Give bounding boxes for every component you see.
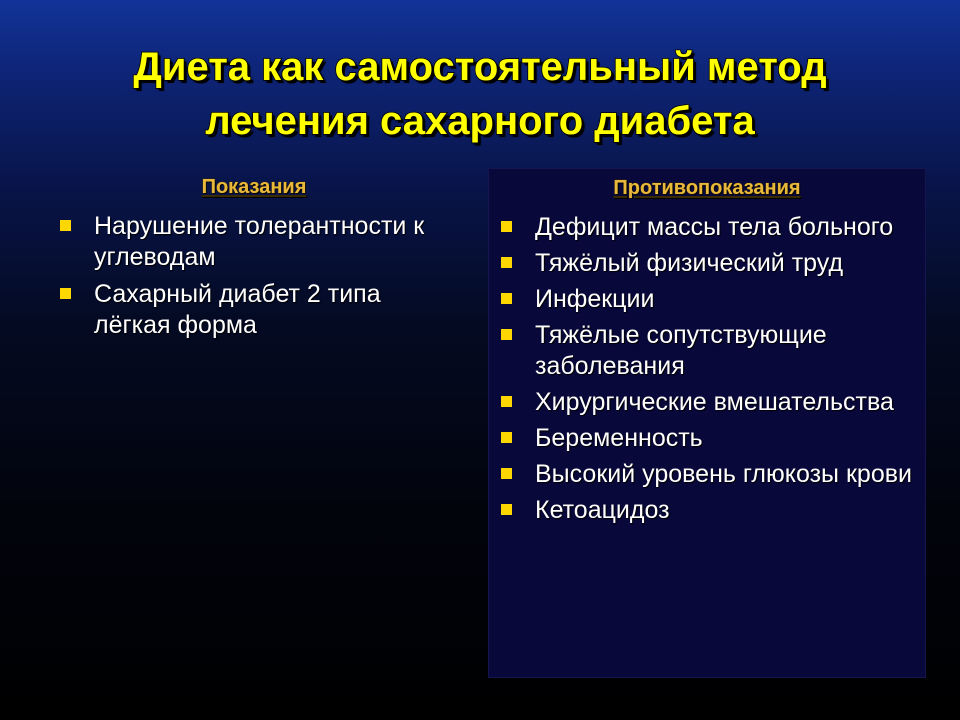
square-bullet-icon (501, 221, 512, 232)
square-bullet-icon (501, 329, 512, 340)
indications-list (48, 211, 460, 341)
list-item-text: Инфекции (535, 285, 655, 313)
list-item (489, 284, 925, 315)
list-item-text: Хирургические вмешательства (535, 388, 894, 416)
list-item (489, 387, 925, 418)
list-item-text: Сахарный диабет 2 типа лёгкая форма (94, 280, 381, 339)
list-item-text: Тяжёлый физический труд (535, 249, 844, 277)
list-item (489, 212, 925, 243)
indications-column (48, 168, 460, 468)
list-item-text: Кетоацидоз (535, 496, 670, 524)
list-item-text: Нарушение толерантности к углеводам (94, 212, 425, 271)
slide-title-line-1: Диета как самостоятельный метод (133, 45, 827, 89)
slide-title-line-2: лечения сахарного диабета (205, 99, 755, 143)
slide-title (40, 40, 920, 148)
list-item (489, 459, 925, 490)
list-item (48, 279, 460, 341)
list-item (489, 248, 925, 279)
square-bullet-icon (501, 396, 512, 407)
square-bullet-icon (501, 432, 512, 443)
square-bullet-icon (60, 288, 71, 299)
contraindications-heading: Противопоказания (613, 177, 801, 199)
list-item-text: Беременность (535, 424, 703, 452)
square-bullet-icon (60, 220, 71, 231)
list-item-text: Высокий уровень глюкозы крови (535, 460, 912, 488)
list-item (48, 211, 460, 273)
indications-heading: Показания (201, 176, 307, 198)
square-bullet-icon (501, 468, 512, 479)
list-item (489, 423, 925, 454)
list-item (489, 320, 925, 382)
square-bullet-icon (501, 293, 512, 304)
square-bullet-icon (501, 257, 512, 268)
list-item (489, 495, 925, 526)
contraindications-panel (488, 168, 926, 678)
list-item-text: Дефицит массы тела больного (535, 213, 894, 241)
list-item-text: Тяжёлые сопутствующие заболевания (535, 321, 827, 380)
contraindications-list (489, 212, 925, 526)
square-bullet-icon (501, 504, 512, 515)
